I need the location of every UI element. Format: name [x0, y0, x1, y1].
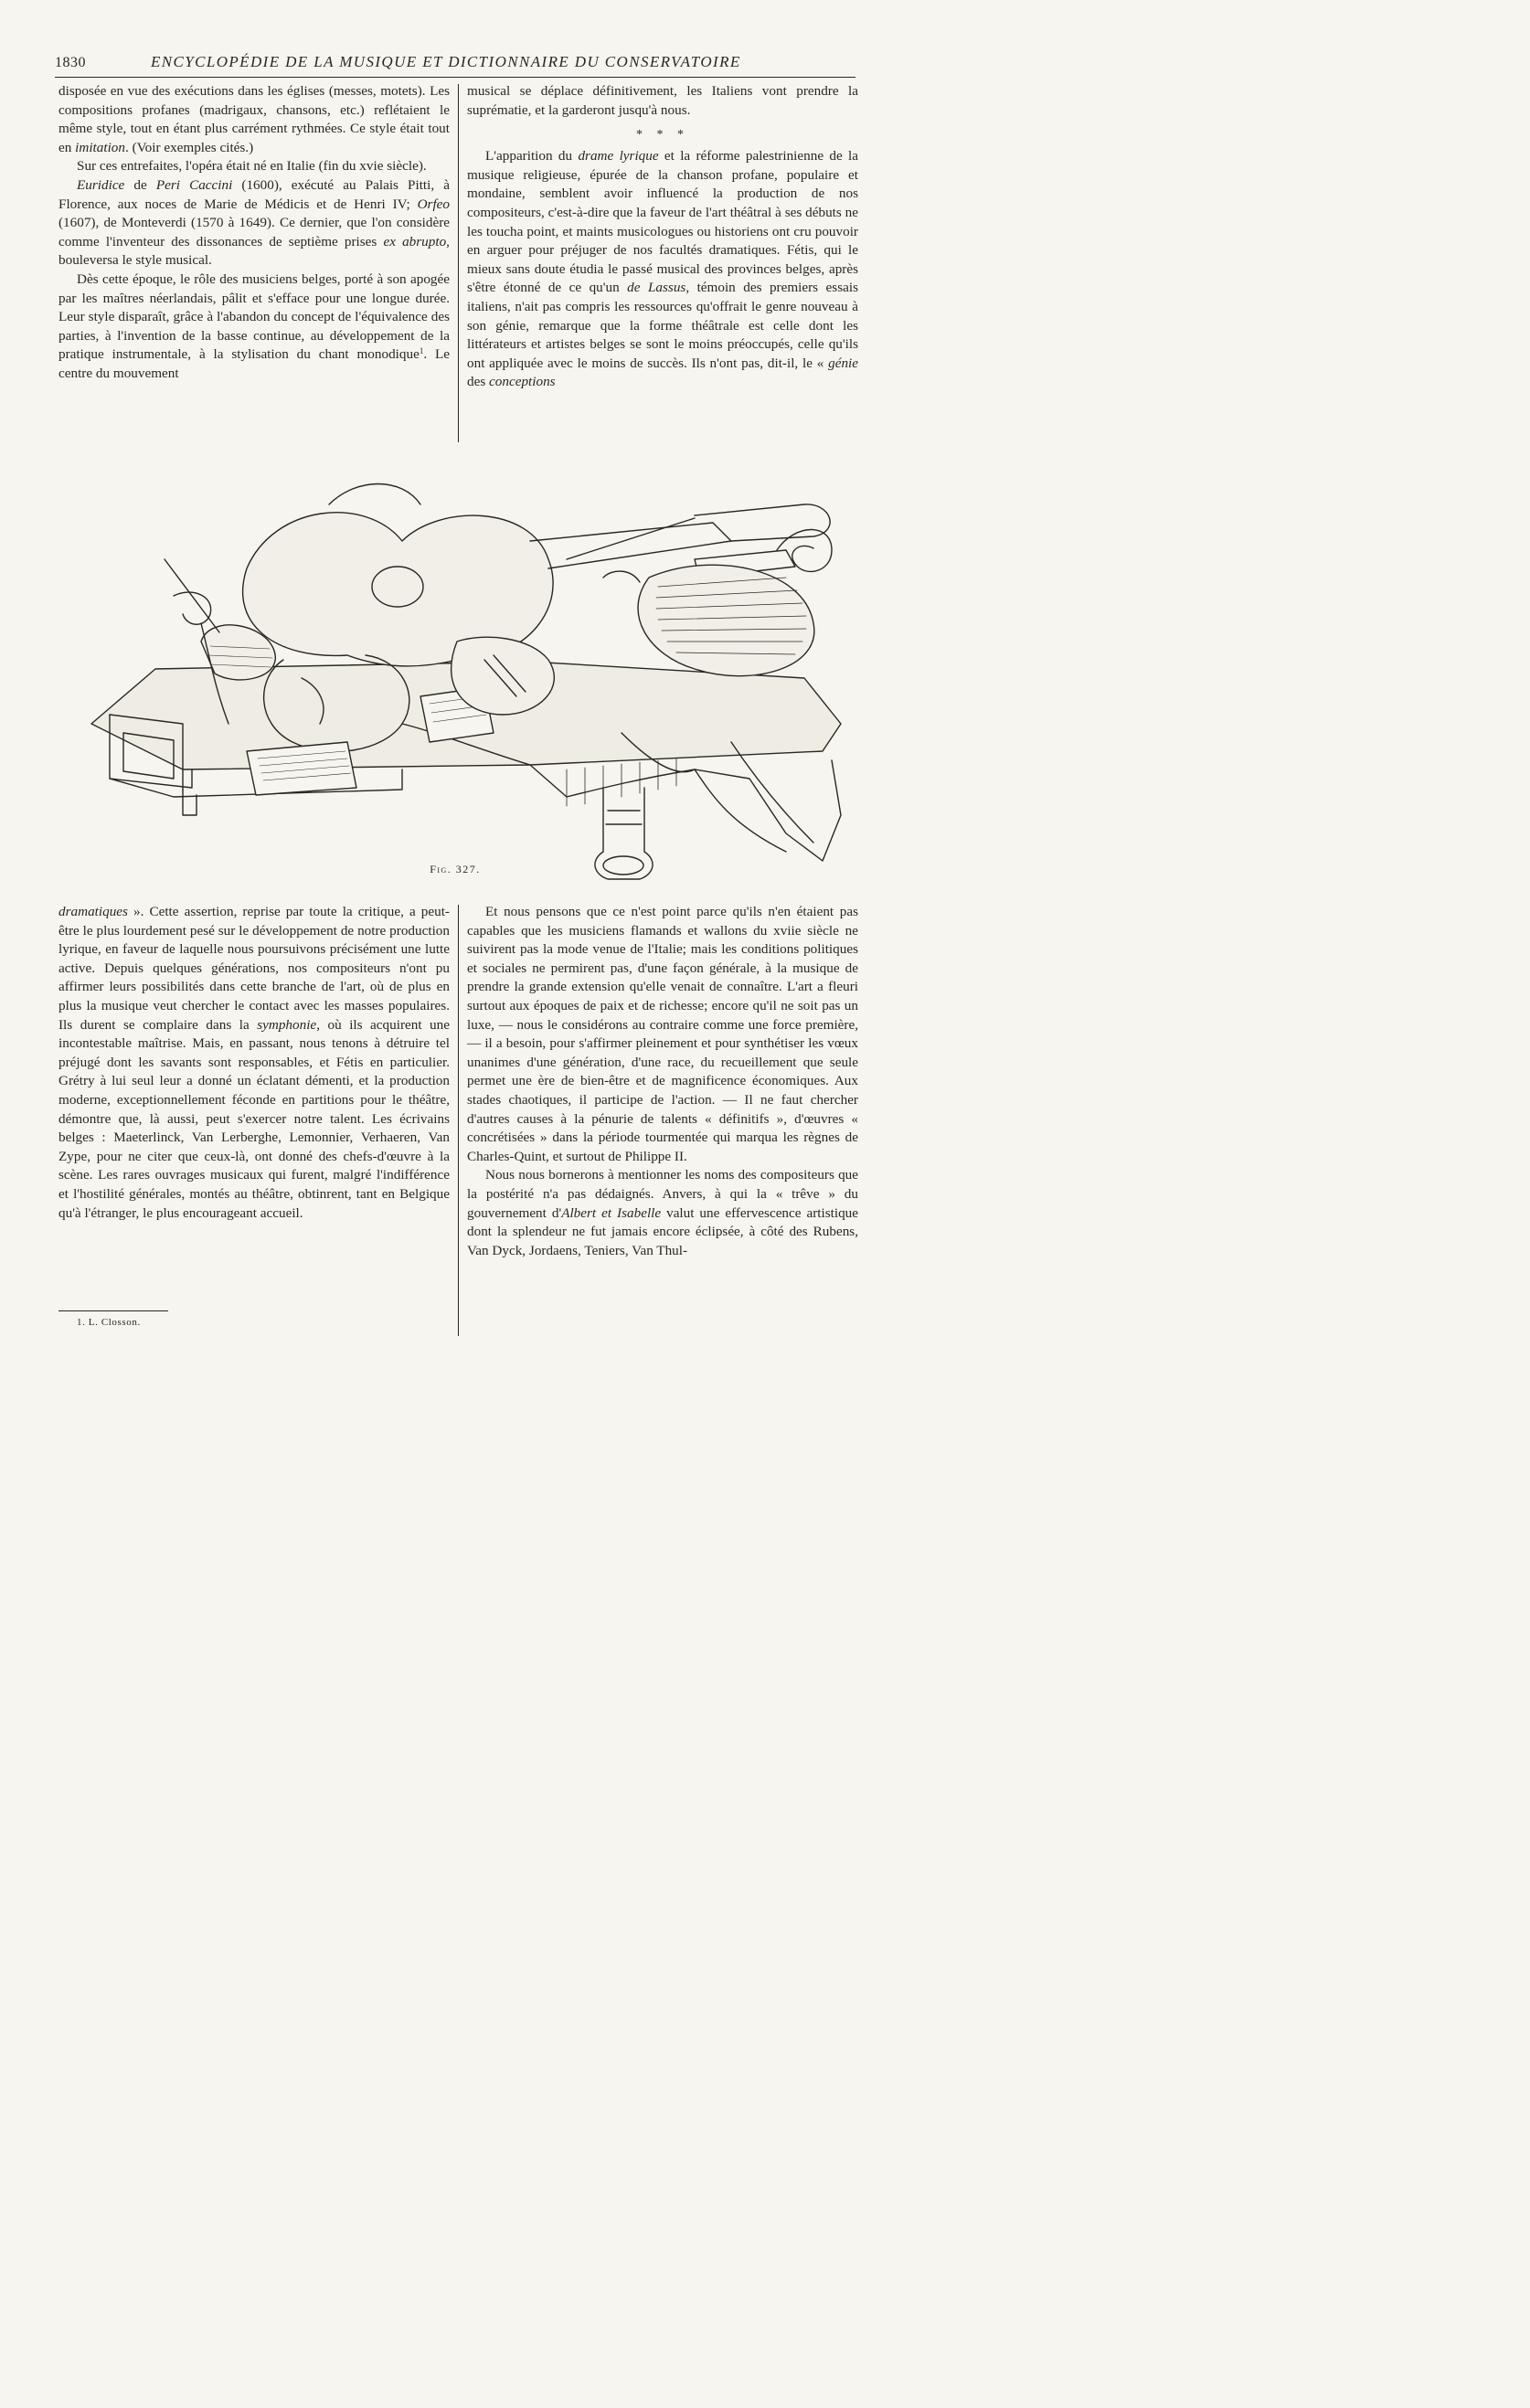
instruments-illustration [55, 450, 859, 888]
figure-caption: Fig. 327. [430, 863, 481, 875]
paragraph: disposée en vue des exécutions dans les églises (messes, motets). Les compositions profanes (madrigaux, chansons, etc.) reflétaient le même style, tout en étant plus carrément rythmées. Ce style était tout en imitation. (Voir exemples cités.) [58, 83, 450, 155]
page [0, 0, 910, 1433]
paragraph: Sur ces entrefaites, l'opéra était né en Italie (fin du xvie siècle). [77, 158, 427, 175]
paragraph: Dès cette époque, le rôle des musiciens belges, porté à son apogée par les maîtres néerlandais, pâlit et s'efface pour une longue durée. Leur style disparaît, grâce à l'abandon du concept de l'équivalence des parties, à l'invention de la basse continue, au développement de la pratique instrumentale, à la stylisation du chant monodique$^1$. Le centre du mouvement [58, 271, 450, 381]
paragraph: Euridice de Peri Caccini (1600), exécuté au Palais Pitti, à Florence, aux noces de Marie de Médicis et de Henri IV; Orfeo (1607), de Monteverdi (1570 à 1649). Ce dernier, que l'on considère comme l'inventeur des dissonances de septième prises ex abrupto, bouleversa le style musical. [58, 176, 450, 269]
section-separator: * * * [636, 128, 689, 143]
paragraph: Nous nous bornerons à mentionner les noms des compositeurs que la postérité n'a pas dédaignés. Anvers, à qui la « trêve » du gouvernement d'Albert et Isabelle valut une effervescence artistique dont la splendeur ne fut jamais encore éclipsée, à côté des Rubens, Van Dyck, Jordaens, Teniers, Van Thul- [467, 1167, 858, 1258]
running-title: ENCYCLOPÉDIE DE LA MUSIQUE ET DICTIONNAIRE DU CONSERVATOIRE [151, 53, 741, 70]
running-header [55, 53, 855, 78]
column-rule [458, 905, 459, 1336]
footnote: 1. L. Closson. [77, 1317, 141, 1328]
column-rule [458, 84, 459, 442]
paragraph: Et nous pensons que ce n'est point parce qu'ils n'en étaient pas capables que les musiciens flamands et wallons du xviie siècle ne suivirent pas la mode venue de l'Italie; mais les conditions politiques et sociales ne permirent pas, d'une façon générale, à la musique de prendre la grande extension qu'elle venait de connaître. L'art a fleuri surtout aux époques de paix et de richesse; encore qu'il ne soit pas un luxe, — nous le considérons au contraire comme une force première, — il a besoin, pour s'affirmer pleinement et pour synthétiser les vœux unanimes d'une génération, d'une race, du recueillement que seule permet une ère de bien-être et de magnificence économiques. Aux stades chaotiques, il participe de l'action. — Il ne faut chercher d'autres causes à la pénurie de talents « définitifs », d'œuvres « concrétisées » dans la période tourmentée qui marqua les règnes de Charles-Quint, et surtout de Philippe II. [467, 904, 858, 1164]
column-bottom-right [467, 903, 858, 1260]
paragraph: L'apparition du drame lyrique et la réforme palestrinienne de la musique religieuse, épurée de la chanson profane, populaire et mondaine, semblent avoir influencé la production de nos compositeurs, c'est-à-dire que la faveur de l'art théâtral à ses débuts ne les toucha point, et maints musicologues ou historiens ont cru pouvoir en arguer pour préjuger de nos facultés dramatiques. Fétis, qui le mieux sans doute étudia le passé musical des provinces belges, après s'être étonné de ce qu'un de Lassus, témoin des premiers essais italiens, n'ait pas compris les ressources qu'offrait le genre nouveau à son génie, remarque que la forme théâtrale est celle dont les littérateurs et artistes belges se sont le moins préoccupés, celle qu'ils ont appliquée avec le moins de succès. Ils n'ont pas, dit-il, le « génie des conceptions [467, 148, 859, 390]
page-number: 1830 [55, 55, 86, 70]
footnote-marker: 1 [419, 346, 424, 356]
paragraph: dramatiques ». Cette assertion, reprise par toute la critique, a peut-être le plus lourdement pesé sur le développement de notre production lyrique, en faveur de laquelle nous poursuivons précisément une lutte active. Depuis quelques générations, nos compositeurs n'ont pu affirmer leurs possibilités dans cette branche de l'art, où de plus en plus la musique veut chercher le contact avec les masses populaires. Ils durent se complaire dans la symphonie, où ils acquirent une incontestable maîtrise. Mais, en passant, nous tenons à détruire tel préjugé dont les savants sont responsables, et Fétis en particulier. Grétry à lui seul leur a donné un éclatant démenti, et la production moderne, exceptionnellement féconde en partitions pour le théâtre, démontre que, là aussi, peut s'exercer notre talent. Les écrivains belges : Maeterlinck, Van Lerberghe, Lemonnier, Verhaeren, Van Zype, pour ne citer que ceux-là, ont donné des chefs-d'œuvre à la scène. Les rares ouvrages musicaux qui furent, malgré l'indifférence et l'hostilité générales, montés au théâtre, obtinrent, tant en Belgique qu'à l'étranger, le plus encourageant accueil. [58, 904, 450, 1221]
column-top-left [58, 82, 450, 384]
paragraph: musical se déplace définitivement, les Italiens vont prendre la suprématie, et la garderont jusqu'à nous. [467, 83, 858, 118]
footnote-rule [58, 1310, 168, 1311]
column-top-right [467, 82, 858, 392]
column-bottom-left [58, 903, 450, 1223]
